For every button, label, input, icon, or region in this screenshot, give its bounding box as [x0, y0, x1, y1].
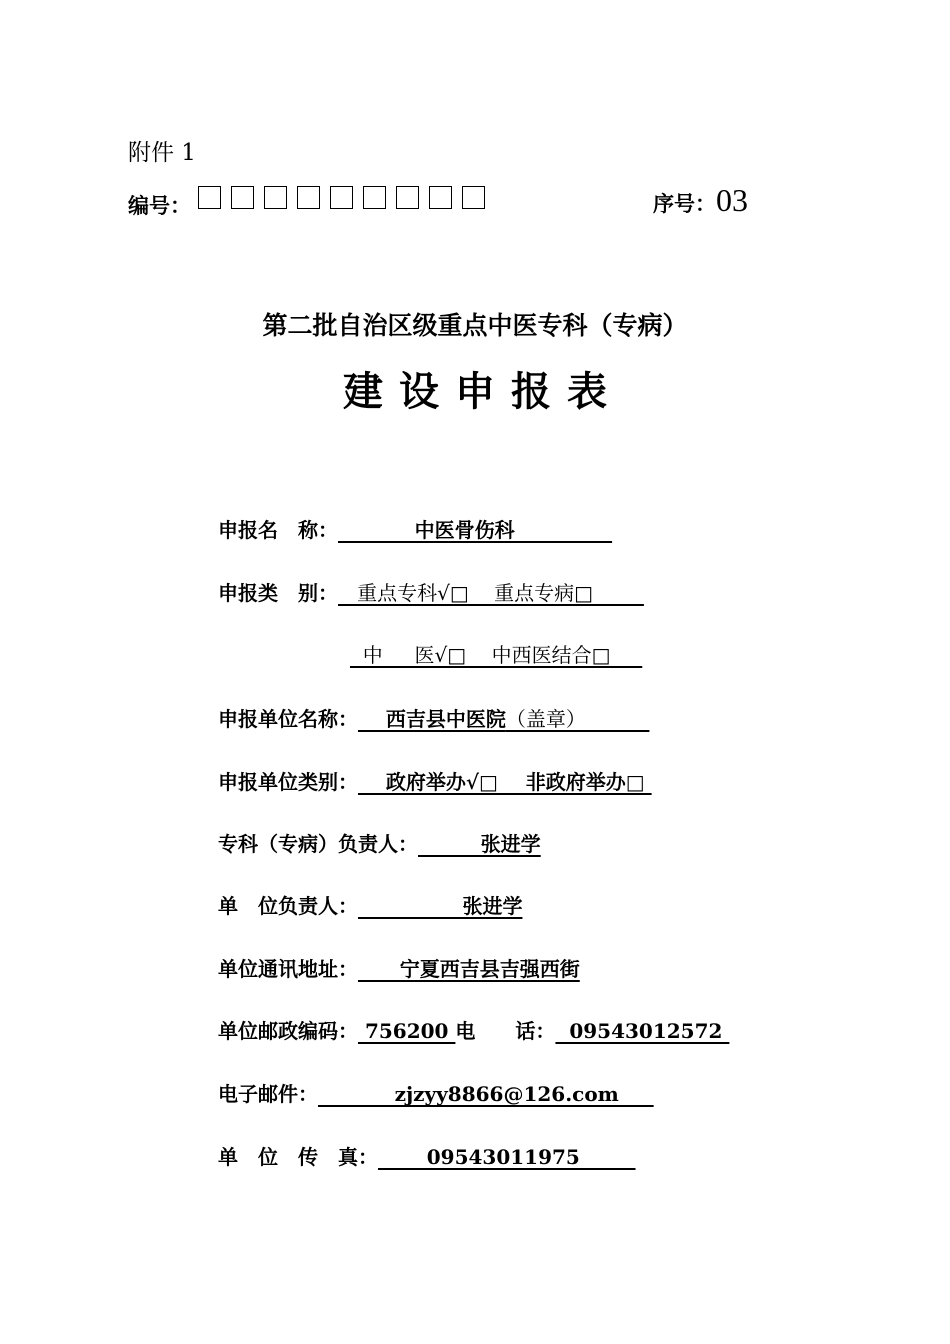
code-label: 编号：: [128, 193, 191, 218]
field-phone-value: 09543012572: [555, 1019, 730, 1043]
serial-value: 03: [716, 182, 748, 218]
code-box: [330, 186, 353, 209]
field-email: [218, 1078, 654, 1107]
field-email-label: 电子邮件：: [218, 1082, 318, 1106]
code-box: [231, 186, 254, 209]
field-name-value: 中医骨伤科: [338, 518, 613, 542]
field-address: [218, 953, 580, 982]
field-unit-type-label: 申报单位类别：: [218, 770, 358, 794]
code-box: [264, 186, 287, 209]
field-unit-type-value: 政府举办√□ 非政府举办□: [358, 770, 652, 794]
field-unit-name-label: 申报单位名称：: [218, 707, 358, 731]
field-postcode-value: 756200: [358, 1019, 456, 1043]
field-category-value: 重点专科√□ 重点专病□: [338, 581, 644, 605]
code-box: [297, 186, 320, 209]
title-line-1: 第二批自治区级重点中医专科（专病）: [262, 311, 688, 340]
field-name-label: 申报名 称：: [218, 518, 338, 542]
field-fax: [218, 1141, 636, 1170]
field-fax-label: 单 位 传 真：: [218, 1145, 378, 1169]
serial-number: [653, 182, 748, 219]
field-address-label: 单位通讯地址：: [218, 957, 358, 981]
field-address-value: 宁夏西吉县吉强西街: [358, 957, 580, 981]
field-email-value: zjzyy8866@126.com: [318, 1082, 654, 1106]
title-line-2: 建设申报表: [343, 368, 623, 415]
code-box: [396, 186, 419, 209]
code-box: [198, 186, 221, 209]
serial-label: 序号：: [653, 191, 716, 216]
code-box: [429, 186, 452, 209]
field-postcode-label: 单位邮政编码：: [218, 1019, 358, 1043]
field-category2-value: 中 医√□ 中西医结合□: [350, 643, 643, 667]
code-box: [462, 186, 485, 209]
field-name: [218, 514, 612, 543]
field-category-label: 申报类 别：: [218, 581, 338, 605]
field-fax-value: 09543011975: [378, 1145, 636, 1169]
field-unit-head: [218, 890, 522, 919]
code-box: [363, 186, 386, 209]
code-boxes: [198, 186, 485, 209]
field-category2: [350, 639, 642, 668]
field-unit-name-suffix: （盖章）: [505, 707, 650, 731]
attachment-label: 附件 1: [128, 140, 196, 166]
field-specialty-head: [218, 828, 541, 857]
field-specialty-head-label: 专科（专病）负责人：: [218, 832, 418, 856]
field-unit-type: [218, 766, 652, 795]
field-category: [218, 577, 644, 606]
field-unit-head-value: 张进学: [358, 894, 523, 918]
field-specialty-head-value: 张进学: [418, 832, 541, 856]
field-unit-name: [218, 703, 649, 732]
field-postcode-phone: [218, 1015, 729, 1044]
field-unit-name-value: 西吉县中医院: [358, 707, 506, 731]
field-unit-head-label: 单 位负责人：: [218, 894, 358, 918]
field-phone-label: 电 话：: [455, 1019, 556, 1043]
